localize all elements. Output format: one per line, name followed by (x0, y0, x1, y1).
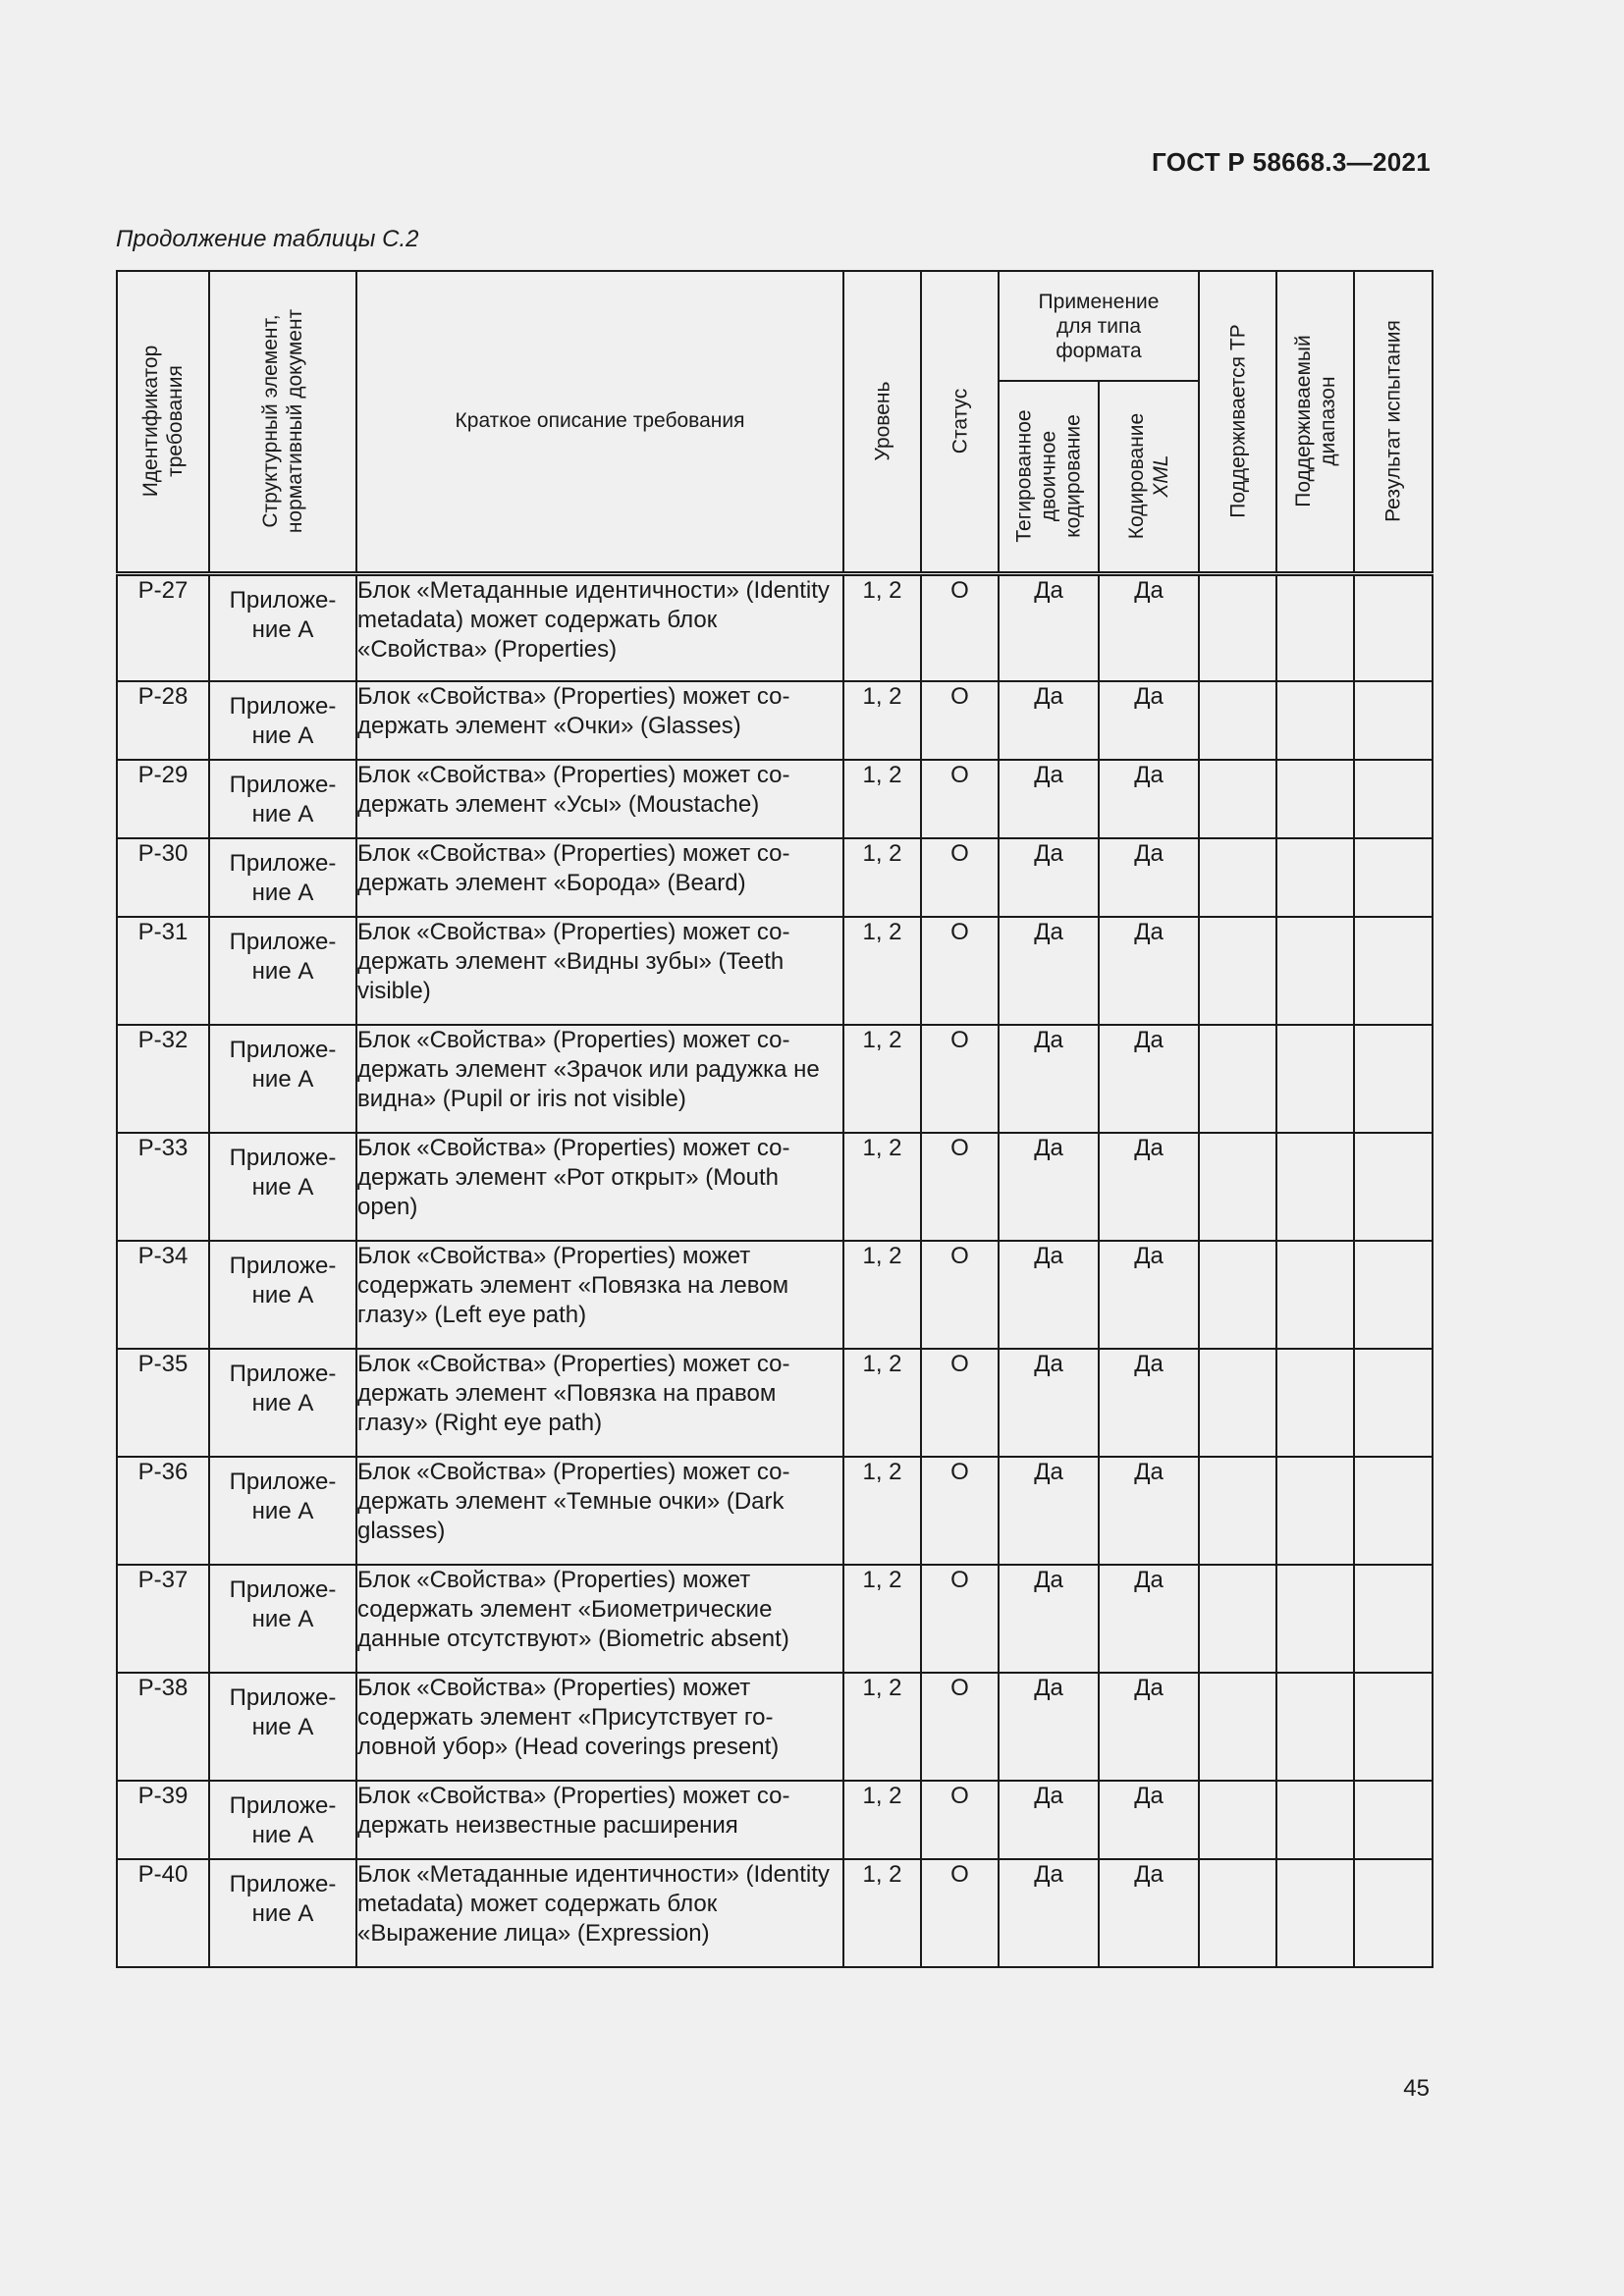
requirement-id: Р-31 (117, 917, 209, 1025)
header-format-application: Применение для типа формата (999, 271, 1199, 381)
tagged-binary-value: Да (999, 1781, 1099, 1859)
tagged-binary-value: Да (999, 1565, 1099, 1673)
table-row (117, 838, 1433, 917)
table-row (117, 917, 1433, 1025)
requirement-description: Блок «Свойства» (Properties) может со-держать элемент «Повязка на правом глазу» (Right eye path) (356, 1349, 843, 1457)
xml-encoding-value: Да (1099, 1673, 1199, 1781)
supported-tr-value (1199, 917, 1276, 1025)
test-result-value (1354, 1133, 1433, 1241)
supported-range-value (1276, 838, 1354, 917)
supported-tr-value (1199, 1673, 1276, 1781)
xml-encoding-value: Да (1099, 1565, 1199, 1673)
xml-encoding-value: Да (1099, 1133, 1199, 1241)
header-description: Краткое описание требования (356, 271, 843, 573)
table-row (117, 760, 1433, 838)
supported-range-value (1276, 1241, 1354, 1349)
requirement-id: Р-34 (117, 1241, 209, 1349)
structural-element: Приложе-ние А (209, 1673, 356, 1781)
requirement-description: Блок «Свойства» (Properties) может со-держать элемент «Видны зубы» (Teeth visible) (356, 917, 843, 1025)
requirements-table (116, 270, 1434, 1968)
requirement-description: Блок «Свойства» (Properties) может со-держать элемент «Зрачок или радужка не видна» (Pupil or iris not visible) (356, 1025, 843, 1133)
tagged-binary-value: Да (999, 1673, 1099, 1781)
tagged-binary-value: Да (999, 917, 1099, 1025)
test-result-value (1354, 838, 1433, 917)
level-value: 1, 2 (843, 760, 921, 838)
requirement-id: Р-35 (117, 1349, 209, 1457)
supported-tr-value (1199, 1133, 1276, 1241)
table-header (117, 271, 1433, 573)
test-result-value (1354, 1859, 1433, 1967)
table-row (117, 1565, 1433, 1673)
test-result-value (1354, 1241, 1433, 1349)
page-number: 45 (1403, 2075, 1430, 2102)
tagged-binary-value: Да (999, 573, 1099, 681)
header-supported-tr: Поддерживается ТР (1199, 271, 1276, 573)
test-result-value (1354, 1457, 1433, 1565)
level-value: 1, 2 (843, 573, 921, 681)
requirement-description: Блок «Свойства» (Properties) может содержать элемент «Присутствует го-ловной убор» (Head coverings present) (356, 1673, 843, 1781)
level-value: 1, 2 (843, 1859, 921, 1967)
test-result-value (1354, 1673, 1433, 1781)
requirement-id: Р-36 (117, 1457, 209, 1565)
requirement-description: Блок «Свойства» (Properties) может содержать элемент «Повязка на левом глазу» (Left eye path) (356, 1241, 843, 1349)
header-id: Идентификатор требования (117, 271, 209, 573)
structural-element: Приложе-ние А (209, 1025, 356, 1133)
supported-tr-value (1199, 1349, 1276, 1457)
table-row (117, 1673, 1433, 1781)
table-row (117, 1025, 1433, 1133)
requirement-description: Блок «Метаданные идентичности» (Identity metadata) может содержать блок «Выражение лица» (Expression) (356, 1859, 843, 1967)
supported-tr-value (1199, 1025, 1276, 1133)
level-value: 1, 2 (843, 1241, 921, 1349)
supported-tr-value (1199, 1565, 1276, 1673)
structural-element: Приложе-ние А (209, 1457, 356, 1565)
table-row (117, 1349, 1433, 1457)
xml-encoding-value: Да (1099, 1241, 1199, 1349)
header-status: Статус (921, 271, 999, 573)
level-value: 1, 2 (843, 1457, 921, 1565)
status-value: О (921, 1781, 999, 1859)
table-row (117, 1133, 1433, 1241)
xml-encoding-value: Да (1099, 1025, 1199, 1133)
xml-encoding-value: Да (1099, 573, 1199, 681)
supported-range-value (1276, 1859, 1354, 1967)
level-value: 1, 2 (843, 838, 921, 917)
requirement-id: Р-38 (117, 1673, 209, 1781)
structural-element: Приложе-ние А (209, 573, 356, 681)
supported-range-value (1276, 760, 1354, 838)
header-level: Уровень (843, 271, 921, 573)
test-result-value (1354, 1349, 1433, 1457)
xml-encoding-value: Да (1099, 1349, 1199, 1457)
supported-tr-value (1199, 1859, 1276, 1967)
header-xml-encoding: Кодирование XML (1099, 381, 1199, 573)
tagged-binary-value: Да (999, 838, 1099, 917)
status-value: О (921, 573, 999, 681)
status-value: О (921, 1241, 999, 1349)
level-value: 1, 2 (843, 1673, 921, 1781)
structural-element: Приложе-ние А (209, 917, 356, 1025)
requirement-description: Блок «Свойства» (Properties) может со-держать неизвестные расширения (356, 1781, 843, 1859)
structural-element: Приложе-ние А (209, 1859, 356, 1967)
structural-element: Приложе-ние А (209, 1565, 356, 1673)
status-value: О (921, 1673, 999, 1781)
xml-encoding-value: Да (1099, 838, 1199, 917)
test-result-value (1354, 1781, 1433, 1859)
header-test-result: Результат испытания (1354, 271, 1433, 573)
supported-range-value (1276, 573, 1354, 681)
structural-element: Приложе-ние А (209, 760, 356, 838)
supported-tr-value (1199, 760, 1276, 838)
supported-range-value (1276, 1457, 1354, 1565)
status-value: О (921, 917, 999, 1025)
table-row (117, 1457, 1433, 1565)
test-result-value (1354, 681, 1433, 760)
supported-range-value (1276, 1349, 1354, 1457)
level-value: 1, 2 (843, 1781, 921, 1859)
requirement-description: Блок «Свойства» (Properties) может со-держать элемент «Очки» (Glasses) (356, 681, 843, 760)
requirement-id: Р-27 (117, 573, 209, 681)
xml-encoding-value: Да (1099, 917, 1199, 1025)
header-supported-range: Поддерживаемый диапазон (1276, 271, 1354, 573)
test-result-value (1354, 1565, 1433, 1673)
xml-encoding-value: Да (1099, 1859, 1199, 1967)
supported-tr-value (1199, 573, 1276, 681)
tagged-binary-value: Да (999, 1859, 1099, 1967)
supported-tr-value (1199, 681, 1276, 760)
structural-element: Приложе-ние А (209, 1241, 356, 1349)
test-result-value (1354, 573, 1433, 681)
level-value: 1, 2 (843, 1133, 921, 1241)
header-structural-element: Структурный элемент, нормативный документ (209, 271, 356, 573)
requirement-id: Р-30 (117, 838, 209, 917)
level-value: 1, 2 (843, 1025, 921, 1133)
tagged-binary-value: Да (999, 1457, 1099, 1565)
status-value: О (921, 760, 999, 838)
requirement-description: Блок «Свойства» (Properties) может со-держать элемент «Усы» (Moustache) (356, 760, 843, 838)
requirement-description: Блок «Свойства» (Properties) может со-держать элемент «Рот открыт» (Mouth open) (356, 1133, 843, 1241)
status-value: О (921, 1133, 999, 1241)
document-code: ГОСТ Р 58668.3—2021 (1152, 147, 1431, 177)
status-value: О (921, 1457, 999, 1565)
tagged-binary-value: Да (999, 1025, 1099, 1133)
tagged-binary-value: Да (999, 1133, 1099, 1241)
structural-element: Приложе-ние А (209, 1349, 356, 1457)
supported-tr-value (1199, 838, 1276, 917)
status-value: О (921, 1025, 999, 1133)
supported-range-value (1276, 1133, 1354, 1241)
supported-range-value (1276, 681, 1354, 760)
level-value: 1, 2 (843, 917, 921, 1025)
status-value: О (921, 1349, 999, 1457)
table-caption: Продолжение таблицы С.2 (116, 226, 419, 252)
table-row (117, 1781, 1433, 1859)
level-value: 1, 2 (843, 1349, 921, 1457)
level-value: 1, 2 (843, 681, 921, 760)
requirement-description: Блок «Свойства» (Properties) может содержать элемент «Биометрические данные отсутствуют» (Biometric absent) (356, 1565, 843, 1673)
tagged-binary-value: Да (999, 760, 1099, 838)
supported-range-value (1276, 1025, 1354, 1133)
xml-encoding-value: Да (1099, 1457, 1199, 1565)
requirement-id: Р-28 (117, 681, 209, 760)
status-value: О (921, 1565, 999, 1673)
level-value: 1, 2 (843, 1565, 921, 1673)
table-row (117, 1241, 1433, 1349)
header-tagged-binary: Тегированное двоичное кодирование (999, 381, 1099, 573)
xml-encoding-value: Да (1099, 681, 1199, 760)
table-row (117, 681, 1433, 760)
test-result-value (1354, 1025, 1433, 1133)
requirement-id: Р-37 (117, 1565, 209, 1673)
requirement-id: Р-40 (117, 1859, 209, 1967)
table-row (117, 573, 1433, 681)
structural-element: Приложе-ние А (209, 681, 356, 760)
structural-element: Приложе-ние А (209, 1781, 356, 1859)
supported-range-value (1276, 917, 1354, 1025)
test-result-value (1354, 917, 1433, 1025)
test-result-value (1354, 760, 1433, 838)
requirement-description: Блок «Свойства» (Properties) может со-держать элемент «Темные очки» (Dark glasses) (356, 1457, 843, 1565)
xml-encoding-value: Да (1099, 760, 1199, 838)
status-value: О (921, 1859, 999, 1967)
table-row (117, 1859, 1433, 1967)
supported-range-value (1276, 1781, 1354, 1859)
tagged-binary-value: Да (999, 681, 1099, 760)
requirement-description: Блок «Метаданные идентичности» (Identity metadata) может содержать блок «Свойства» (Properties) (356, 573, 843, 681)
structural-element: Приложе-ние А (209, 1133, 356, 1241)
xml-encoding-value: Да (1099, 1781, 1199, 1859)
requirement-id: Р-32 (117, 1025, 209, 1133)
tagged-binary-value: Да (999, 1349, 1099, 1457)
supported-tr-value (1199, 1457, 1276, 1565)
requirement-id: Р-29 (117, 760, 209, 838)
requirement-description: Блок «Свойства» (Properties) может со-держать элемент «Борода» (Beard) (356, 838, 843, 917)
status-value: О (921, 681, 999, 760)
requirement-id: Р-33 (117, 1133, 209, 1241)
supported-tr-value (1199, 1241, 1276, 1349)
requirement-id: Р-39 (117, 1781, 209, 1859)
structural-element: Приложе-ние А (209, 838, 356, 917)
tagged-binary-value: Да (999, 1241, 1099, 1349)
table-body (117, 573, 1433, 1967)
supported-range-value (1276, 1673, 1354, 1781)
supported-tr-value (1199, 1781, 1276, 1859)
supported-range-value (1276, 1565, 1354, 1673)
status-value: О (921, 838, 999, 917)
